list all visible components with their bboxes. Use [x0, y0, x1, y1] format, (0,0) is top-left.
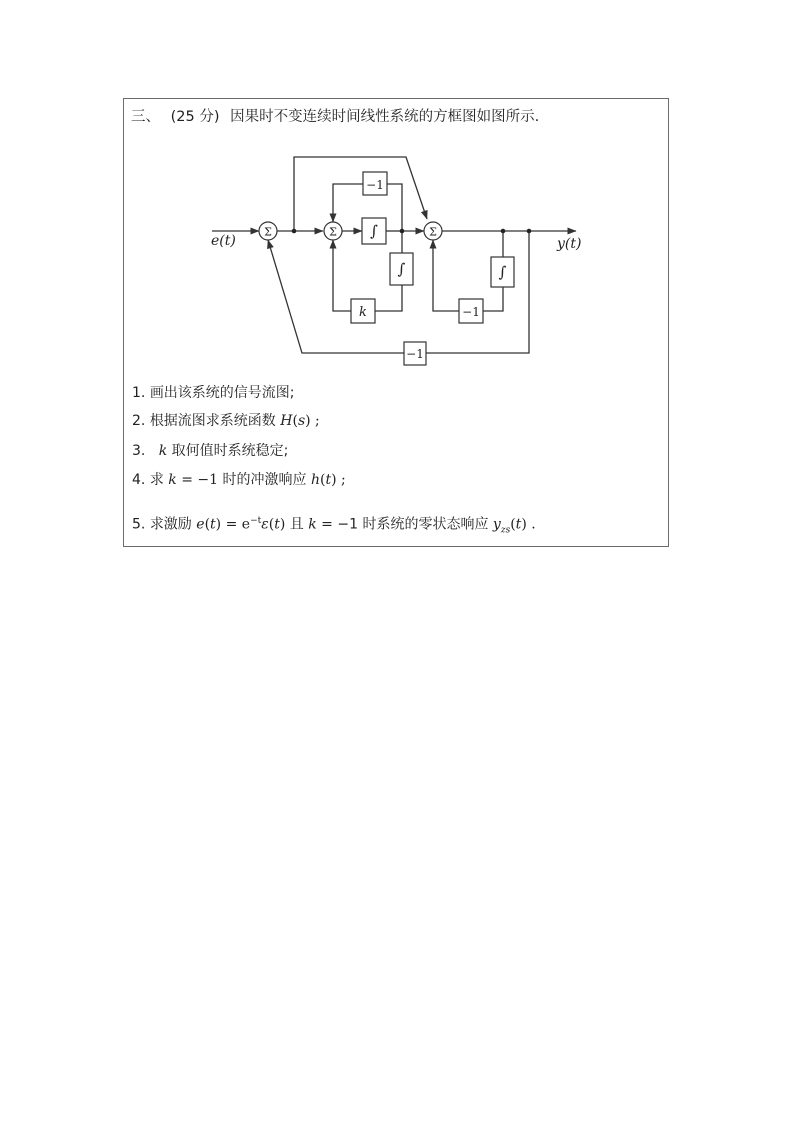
summer-3: [424, 222, 442, 240]
svg-text:Σ: Σ: [429, 225, 437, 239]
summer-2: [324, 222, 342, 240]
question-2: 2. 根据流图求系统函数 H(s) ;: [132, 413, 320, 429]
integrator-2-label: ∫: [397, 260, 406, 278]
input-label: e(t): [211, 233, 236, 249]
feedforward-path: [294, 157, 427, 231]
question-5: 5. 求激励 $e(t) = e^{-t}\varepsilon(t)$ 且 k = −1 时系统的零状态响应 $y_{zs}(t)$ .: [132, 516, 536, 536]
inner-feedback-top: [333, 184, 363, 222]
output-feedback: [433, 240, 459, 311]
block-diagram: [123, 98, 669, 373]
integrator-3-label: ∫: [498, 263, 507, 281]
problem-prompt: 因果时不变连续时间线性系统的方框图如图所示.: [230, 109, 540, 125]
gain-output-label: −1: [462, 305, 480, 319]
gain-outer-label: −1: [406, 347, 424, 361]
gain-k-label: k: [359, 305, 367, 320]
svg-text:Σ: Σ: [264, 225, 272, 239]
integrator-1-label: ∫: [370, 222, 378, 240]
svg-text:Σ: Σ: [329, 225, 337, 239]
inner-feedback-bottom: [333, 240, 351, 311]
output-label: y(t): [557, 236, 582, 252]
gain-top-label: −1: [366, 178, 384, 192]
summer-1: [259, 222, 277, 240]
question-1: 1. 画出该系统的信号流图;: [132, 385, 295, 401]
section-number: 三、: [131, 109, 160, 125]
question-3: 3. k 取何值时系统稳定;: [132, 443, 289, 459]
points: (25 分): [170, 109, 220, 125]
outer-feedback: [268, 240, 404, 353]
question-4: 4. 求 k = −1 时的冲激响应 h(t) ;: [132, 472, 346, 488]
